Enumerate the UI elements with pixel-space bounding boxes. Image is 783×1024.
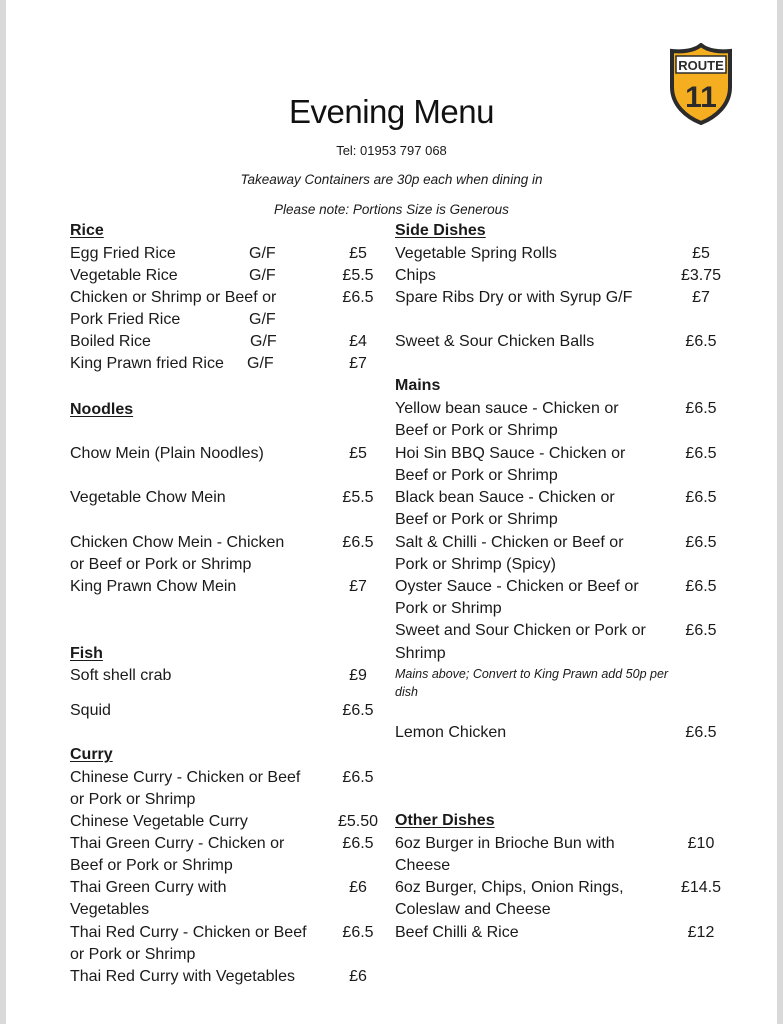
menu-item: King Prawn fried Rice bbox=[70, 355, 224, 372]
section-heading-side-dishes: Side Dishes bbox=[395, 222, 486, 239]
item-price: £6.5 bbox=[342, 702, 374, 719]
menu-item-continued: or Pork or Shrimp bbox=[70, 946, 196, 963]
item-price: £7 bbox=[692, 289, 710, 306]
item-price: £5.50 bbox=[337, 813, 379, 830]
item-price: £3.75 bbox=[680, 267, 722, 284]
svg-text:11: 11 bbox=[685, 81, 717, 114]
item-price: £10 bbox=[687, 835, 715, 852]
menu-item-continued: Beef or Pork or Shrimp bbox=[395, 422, 558, 439]
menu-item: Thai Red Curry - Chicken or Beef bbox=[70, 924, 307, 941]
menu-item: Spare Ribs Dry or with Syrup G/F bbox=[395, 289, 633, 306]
menu-item: Vegetable Rice bbox=[70, 267, 178, 284]
gluten-free-tag: G/F bbox=[249, 311, 276, 328]
section-heading-noodles: Noodles bbox=[70, 401, 134, 418]
menu-item: Chinese Curry - Chicken or Beef bbox=[70, 769, 301, 786]
item-price: £6.5 bbox=[685, 400, 717, 417]
gluten-free-tag: G/F bbox=[249, 245, 276, 262]
svg-text:ROUTE: ROUTE bbox=[678, 58, 724, 73]
menu-item-continued: Cheese bbox=[395, 857, 451, 874]
item-price: £6.5 bbox=[342, 924, 374, 941]
telephone: Tel: 01953 797 068 bbox=[336, 143, 447, 158]
menu-item-continued: Coleslaw and Cheese bbox=[395, 901, 551, 918]
item-price: £6.5 bbox=[685, 333, 717, 350]
section-heading-mains: Mains bbox=[395, 377, 441, 394]
menu-item: Chow Mein (Plain Noodles) bbox=[70, 445, 264, 462]
item-price: £6.5 bbox=[685, 622, 717, 639]
gluten-free-tag: G/F bbox=[247, 355, 274, 372]
item-price: £6.5 bbox=[342, 289, 374, 306]
item-price: £6 bbox=[349, 968, 367, 985]
menu-item: Chicken Chow Mein - Chicken bbox=[70, 534, 285, 551]
page-title: Evening Menu bbox=[289, 93, 494, 130]
menu-item: Thai Red Curry with Vegetables bbox=[70, 968, 295, 985]
menu-item: Yellow bean sauce - Chicken or bbox=[395, 400, 619, 417]
section-heading-fish: Fish bbox=[70, 645, 103, 662]
item-price: £7 bbox=[349, 355, 367, 372]
menu-item: Thai Green Curry - Chicken or bbox=[70, 835, 285, 852]
menu-item: Chicken or Shrimp or Beef or bbox=[70, 289, 277, 306]
king-prawn-note: Mains above; Convert to King Prawn add 50p per dish bbox=[395, 667, 669, 699]
item-price: £6.5 bbox=[342, 835, 374, 852]
item-price: £6.5 bbox=[685, 445, 717, 462]
item-price: £5.5 bbox=[342, 267, 374, 284]
menu-item: Beef Chilli & Rice bbox=[395, 924, 519, 941]
item-price: £5 bbox=[349, 445, 367, 462]
menu-item: 6oz Burger in Brioche Bun with bbox=[395, 835, 615, 852]
menu-item: Sweet and Sour Chicken or Pork or bbox=[395, 622, 646, 639]
menu-item-continued: Beef or Pork or Shrimp bbox=[395, 511, 558, 528]
menu-item: Vegetable Chow Mein bbox=[70, 489, 226, 506]
menu-item: Soft shell crab bbox=[70, 667, 172, 684]
item-price: £5.5 bbox=[342, 489, 374, 506]
item-price: £7 bbox=[349, 578, 367, 595]
menu-item: Chinese Vegetable Curry bbox=[70, 813, 248, 830]
item-price: £12 bbox=[687, 924, 715, 941]
item-price: £6.5 bbox=[685, 578, 717, 595]
item-price: £6.5 bbox=[342, 534, 374, 551]
menu-item: 6oz Burger, Chips, Onion Rings, bbox=[395, 879, 624, 896]
menu-item: Thai Green Curry with bbox=[70, 879, 227, 896]
menu-item: Pork Fried Rice bbox=[70, 311, 181, 328]
menu-item: Squid bbox=[70, 702, 111, 719]
menu-item-continued: Pork or Shrimp (Spicy) bbox=[395, 556, 556, 573]
menu-item: Sweet & Sour Chicken Balls bbox=[395, 333, 595, 350]
item-price: £9 bbox=[349, 667, 367, 684]
gluten-free-tag: G/F bbox=[250, 333, 277, 350]
menu-item-continued: Beef or Pork or Shrimp bbox=[395, 467, 558, 484]
menu-item: Salt & Chilli - Chicken or Beef or bbox=[395, 534, 624, 551]
gluten-free-tag: G/F bbox=[249, 267, 276, 284]
menu-item-continued: Shrimp bbox=[395, 645, 446, 662]
item-price: £6.5 bbox=[342, 769, 374, 786]
item-price: £5 bbox=[692, 245, 710, 262]
menu-item: King Prawn Chow Mein bbox=[70, 578, 237, 595]
item-price: £4 bbox=[349, 333, 367, 350]
section-heading-curry: Curry bbox=[70, 746, 113, 763]
item-price: £6.5 bbox=[685, 724, 717, 741]
menu-item-continued: Beef or Pork or Shrimp bbox=[70, 857, 233, 874]
item-price: £14.5 bbox=[680, 879, 722, 896]
containers-note: Takeaway Containers are 30p each when dining in bbox=[240, 172, 543, 187]
menu-item: Egg Fried Rice bbox=[70, 245, 176, 262]
menu-page bbox=[6, 0, 777, 1024]
menu-item: Oyster Sauce - Chicken or Beef or bbox=[395, 578, 639, 595]
menu-item: Chips bbox=[395, 267, 436, 284]
menu-item-continued: or Beef or Pork or Shrimp bbox=[70, 556, 252, 573]
section-heading-rice: Rice bbox=[70, 222, 104, 239]
menu-item: Hoi Sin BBQ Sauce - Chicken or bbox=[395, 445, 626, 462]
item-price: £6 bbox=[349, 879, 367, 896]
menu-item: Vegetable Spring Rolls bbox=[395, 245, 557, 262]
section-heading-other-dishes: Other Dishes bbox=[395, 812, 495, 829]
menu-item-continued: Vegetables bbox=[70, 901, 150, 918]
menu-item-continued: Pork or Shrimp bbox=[395, 600, 502, 617]
item-price: £6.5 bbox=[685, 534, 717, 551]
menu-item-continued: or Pork or Shrimp bbox=[70, 791, 196, 808]
item-price: £5 bbox=[349, 245, 367, 262]
menu-item: Boiled Rice bbox=[70, 333, 151, 350]
menu-item: Black bean Sauce - Chicken or bbox=[395, 489, 615, 506]
menu-item: Lemon Chicken bbox=[395, 724, 507, 741]
portions-note: Please note: Portions Size is Generous bbox=[274, 202, 509, 217]
item-price: £6.5 bbox=[685, 489, 717, 506]
